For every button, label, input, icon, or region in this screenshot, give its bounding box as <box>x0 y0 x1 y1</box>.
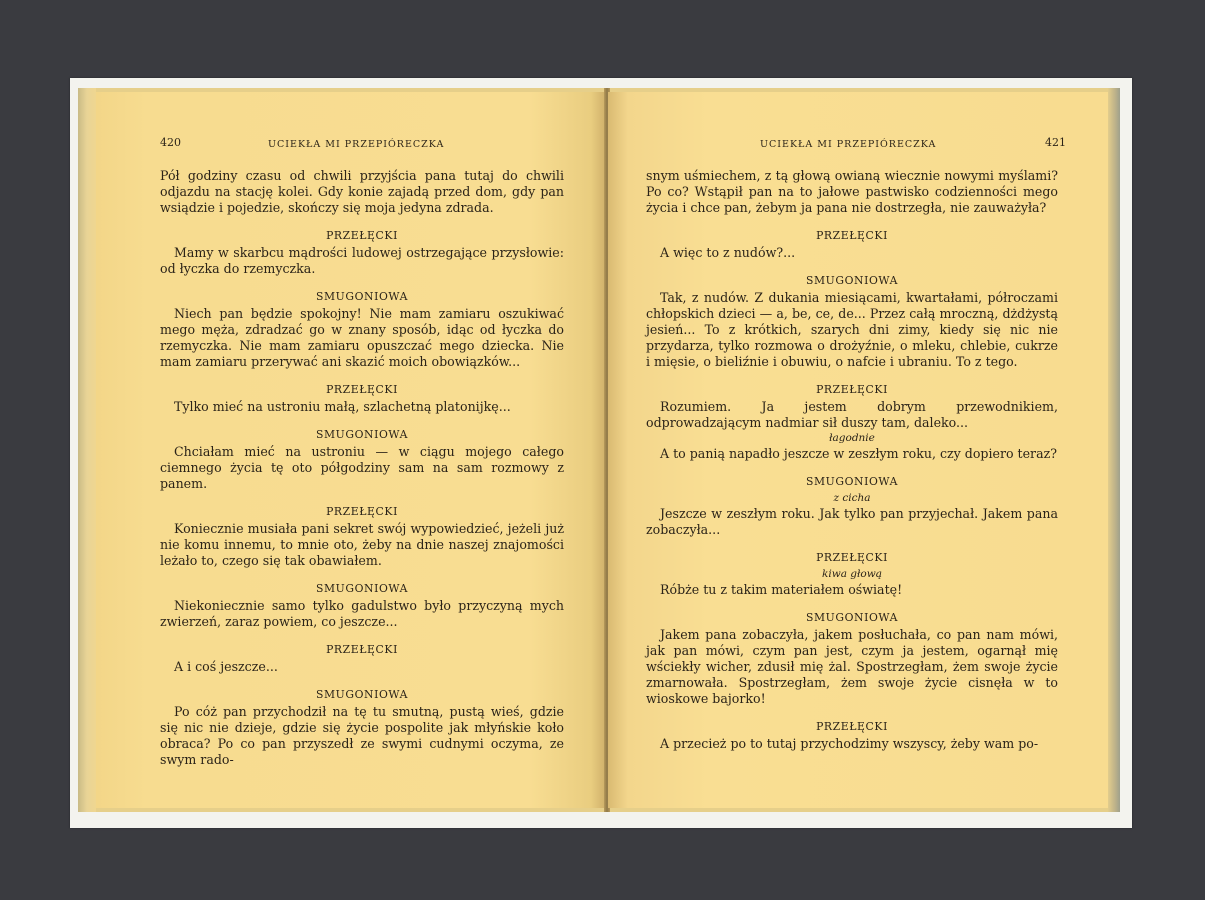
opening-paragraph: snym uśmiechem, z tą głową owianą wiecznie nowymi myślami? Po co? Wstąpił pan na to jałowe pastwisko codzienności mego życia i chce pan, żebym ja pana nie dostrzegła, nie zauważyła? <box>646 168 1058 215</box>
dialogue-line: Niech pan będzie spokojny! Nie mam zamiaru oszukiwać mego męża, zdradzać go w znany sposób, idąc od łyczka do rzemyczka. Nie mam zamiaru opuszczać mego dziecka. Nie mam zamiaru przerywać ani skazić moich obowiązków... <box>160 306 564 369</box>
speaker-name: PRZEŁĘCKI <box>326 229 398 242</box>
dialogue-line: A więc to z nudów?... <box>660 245 796 260</box>
speaker-name: PRZEŁĘCKI <box>326 505 398 518</box>
dialogue-line: Jeszcze w zeszłym roku. Jak tylko pan przyjechał. Jakem pana zobaczyła... <box>646 506 1058 537</box>
dialogue-line: Róbże tu z takim materiałem oświatę! <box>660 582 903 597</box>
dialogue-line: A i coś jeszcze... <box>174 659 278 674</box>
running-title-right: UCIEKŁA MI PRZEPIÓRECZKA <box>760 139 937 150</box>
page-edges-left <box>78 88 96 812</box>
left-page-text <box>160 168 564 768</box>
running-title-left: UCIEKŁA MI PRZEPIÓRECZKA <box>268 139 445 150</box>
stage-direction: łagodnie <box>829 432 875 444</box>
speaker-name: PRZEŁĘCKI <box>326 383 398 396</box>
dialogue-line: Koniecznie musiała pani sekret swój wypowiedzieć, jeżeli już nie komu innemu, to mnie oto, żeby na dnie naszej znajomości leżało to, czego się tak obawiałem. <box>160 521 564 568</box>
page-edges-right <box>1108 88 1120 812</box>
speaker-name: PRZEŁĘCKI <box>816 720 888 733</box>
dialogue-line: Mamy w skarbcu mądrości ludowej ostrzegające przysłowie: od łyczka do rzemyczka. <box>160 245 564 276</box>
dialogue-line: Jakem pana zobaczyła, jakem posłuchała, co pan nam mówi, jak pan mówi, czym pan jest, czym ja jestem, ogarnął mię wściekły wicher, zdusił mię żal. Spostrzegłam, żem swoje życie zmarnowała. Spostrzegłam, żem swoje życie cisnęła w to wioskowe bajorko! <box>646 627 1058 706</box>
speaker-name: PRZEŁĘCKI <box>816 551 888 564</box>
open-book <box>78 88 1120 812</box>
right-page <box>608 92 1108 808</box>
left-page <box>96 92 606 808</box>
dialogue-line: Po cóż pan przychodził na tę tu smutną, pustą wieś, gdzie się nic nie dzieje, gdzie się życie pospolite jak młyńskie koło obraca? Po co pan przyszedł ze swymi cudnymi oczyma, ze swym rado- <box>160 704 564 767</box>
dialogue-line: Chciałam mieć na ustroniu — w ciągu mojego całego ciemnego życia tę oto półgodziny sam na sam rozmowy z panem. <box>160 444 564 491</box>
scan-background <box>70 78 1132 828</box>
speaker-name: PRZEŁĘCKI <box>326 643 398 656</box>
speaker-name: SMUGONIOWA <box>316 582 408 595</box>
dialogue-line: A przecież po to tutaj przychodzimy wszyscy, żeby wam po- <box>660 736 1039 751</box>
opening-paragraph: Pół godziny czasu od chwili przyjścia pana tutaj do chwili odjazdu na stację kolei. Gdy konie zajadą przed dom, gdy pan wsiądzie i pojedzie, skończy się moja jedyna zdrada. <box>160 168 564 215</box>
speaker-name: SMUGONIOWA <box>806 611 898 624</box>
speaker-name: SMUGONIOWA <box>316 688 408 701</box>
dialogue-line: A to panią napadło jeszcze w zeszłym roku, czy dopiero teraz? <box>660 446 1057 461</box>
speaker-name: SMUGONIOWA <box>806 475 898 488</box>
speaker-name: SMUGONIOWA <box>316 290 408 303</box>
page-number-right: 421 <box>1045 136 1066 149</box>
page-number-left: 420 <box>160 136 181 149</box>
speaker-name: PRZEŁĘCKI <box>816 229 888 242</box>
stage-direction: z cicha <box>833 492 871 504</box>
dialogue-line: Tylko mieć na ustroniu małą, szlachetną platonijkę... <box>174 399 511 414</box>
dialogue-line: Rozumiem. Ja jestem dobrym przewodnikiem, odprowadzającym nadmiar sił duszy tam, daleko... <box>646 399 1058 430</box>
running-head-right <box>608 138 1108 154</box>
running-head-left <box>96 138 606 154</box>
dialogue-line: Tak, z nudów. Z dukania miesiącami, kwartałami, półroczami chłopskich dzieci — a, be, ce, de... Przez całą mroczną, dżdżystą jesień... To z krótkich, szarych dni zimy, kiedy się nic nie przydarza, tylko rozmowa o drożyźnie, o mleku, chlebie, cukrze i mięsie, o bieliźnie i obuwiu, o nafcie i ubraniu. To z tego. <box>646 290 1058 369</box>
dialogue-line: Niekoniecznie samo tylko gadulstwo było przyczyną mych zwierzeń, zaraz powiem, co jeszcze... <box>160 598 564 629</box>
stage-direction: kiwa głową <box>821 568 882 580</box>
right-page-text <box>646 168 1058 752</box>
speaker-name: SMUGONIOWA <box>316 428 408 441</box>
speaker-name: PRZEŁĘCKI <box>816 383 888 396</box>
speaker-name: SMUGONIOWA <box>806 274 898 287</box>
